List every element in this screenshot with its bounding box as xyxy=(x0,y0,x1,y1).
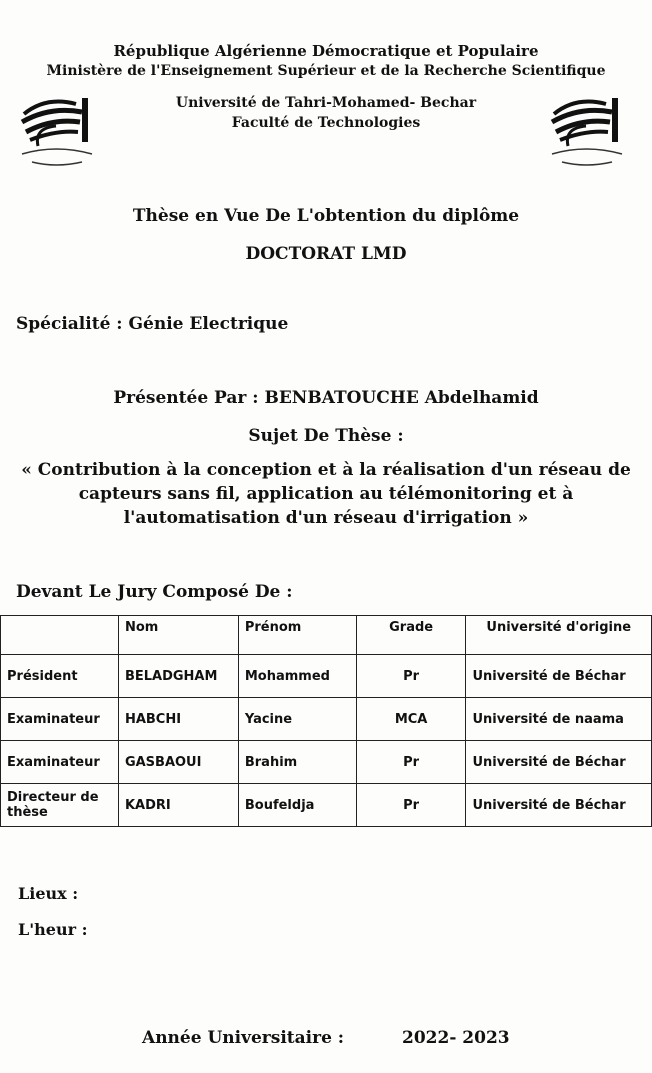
jury-name: KADRI xyxy=(118,784,238,827)
presented-by: Présentée Par : BENBATOUCHE Abdelhamid xyxy=(113,388,539,408)
thesis-subject: « Contribution à la conception et à la réalisation d'un réseau de capteurs sans fil, application au télémonitoring et à l'automatisation d'un réseau d'irrigation » xyxy=(21,460,631,528)
jury-firstname: Yacine xyxy=(238,698,356,741)
jury-table xyxy=(0,615,652,827)
table-header-cell: Grade xyxy=(356,616,466,655)
jury-grade: Pr xyxy=(356,784,466,827)
ministry-title: Ministère de l'Enseignement Supérieur et de la Recherche Scientifique xyxy=(46,63,606,79)
table-header-cell xyxy=(1,616,119,655)
table-header-cell: Nom xyxy=(118,616,238,655)
jury-role: Examinateur xyxy=(1,698,119,741)
jury-firstname: Mohammed xyxy=(238,655,356,698)
table-row xyxy=(1,741,652,784)
jury-grade: MCA xyxy=(356,698,466,741)
table-header-cell: Université d'origine xyxy=(466,616,652,655)
academic-year-label: Année Universitaire : xyxy=(142,1028,345,1048)
specialty: Spécialité : Génie Electrique xyxy=(16,314,289,334)
jury-firstname: Boufeldja xyxy=(238,784,356,827)
table-row xyxy=(1,698,652,741)
jury-grade: Pr xyxy=(356,655,466,698)
subject-label: Sujet De Thèse : xyxy=(248,426,404,446)
jury-name: HABCHI xyxy=(118,698,238,741)
degree-title: DOCTORAT LMD xyxy=(245,244,407,264)
jury-grade: Pr xyxy=(356,741,466,784)
place-label: Lieux : xyxy=(18,884,79,903)
faculty-name: Faculté de Technologies xyxy=(231,115,421,131)
jury-firstname: Brahim xyxy=(238,741,356,784)
jury-title: Devant Le Jury Composé De : xyxy=(16,582,293,602)
time-label: L'heur : xyxy=(18,920,88,939)
jury-name: BELADGHAM xyxy=(118,655,238,698)
jury-role: Directeur de thèse xyxy=(1,784,119,827)
table-row xyxy=(1,784,652,827)
jury-role: Examinateur xyxy=(1,741,119,784)
jury-university: Université de Béchar xyxy=(466,655,652,698)
jury-role: Président xyxy=(1,655,119,698)
jury-university: Université de naama xyxy=(466,698,652,741)
thesis-title: Thèse en Vue De L'obtention du diplôme xyxy=(132,206,520,226)
table-header-cell: Prénom xyxy=(238,616,356,655)
university-logo-icon xyxy=(16,92,98,172)
university-logo-icon xyxy=(546,92,628,172)
academic-year-value: 2022- 2023 xyxy=(402,1028,510,1048)
jury-university: Université de Béchar xyxy=(466,784,652,827)
jury-name: GASBAOUI xyxy=(118,741,238,784)
republic-title: République Algérienne Démocratique et Populaire xyxy=(113,42,539,60)
university-name: Université de Tahri-Mohamed- Bechar xyxy=(175,95,477,111)
table-header-row xyxy=(1,616,652,655)
table-row xyxy=(1,655,652,698)
jury-university: Université de Béchar xyxy=(466,741,652,784)
